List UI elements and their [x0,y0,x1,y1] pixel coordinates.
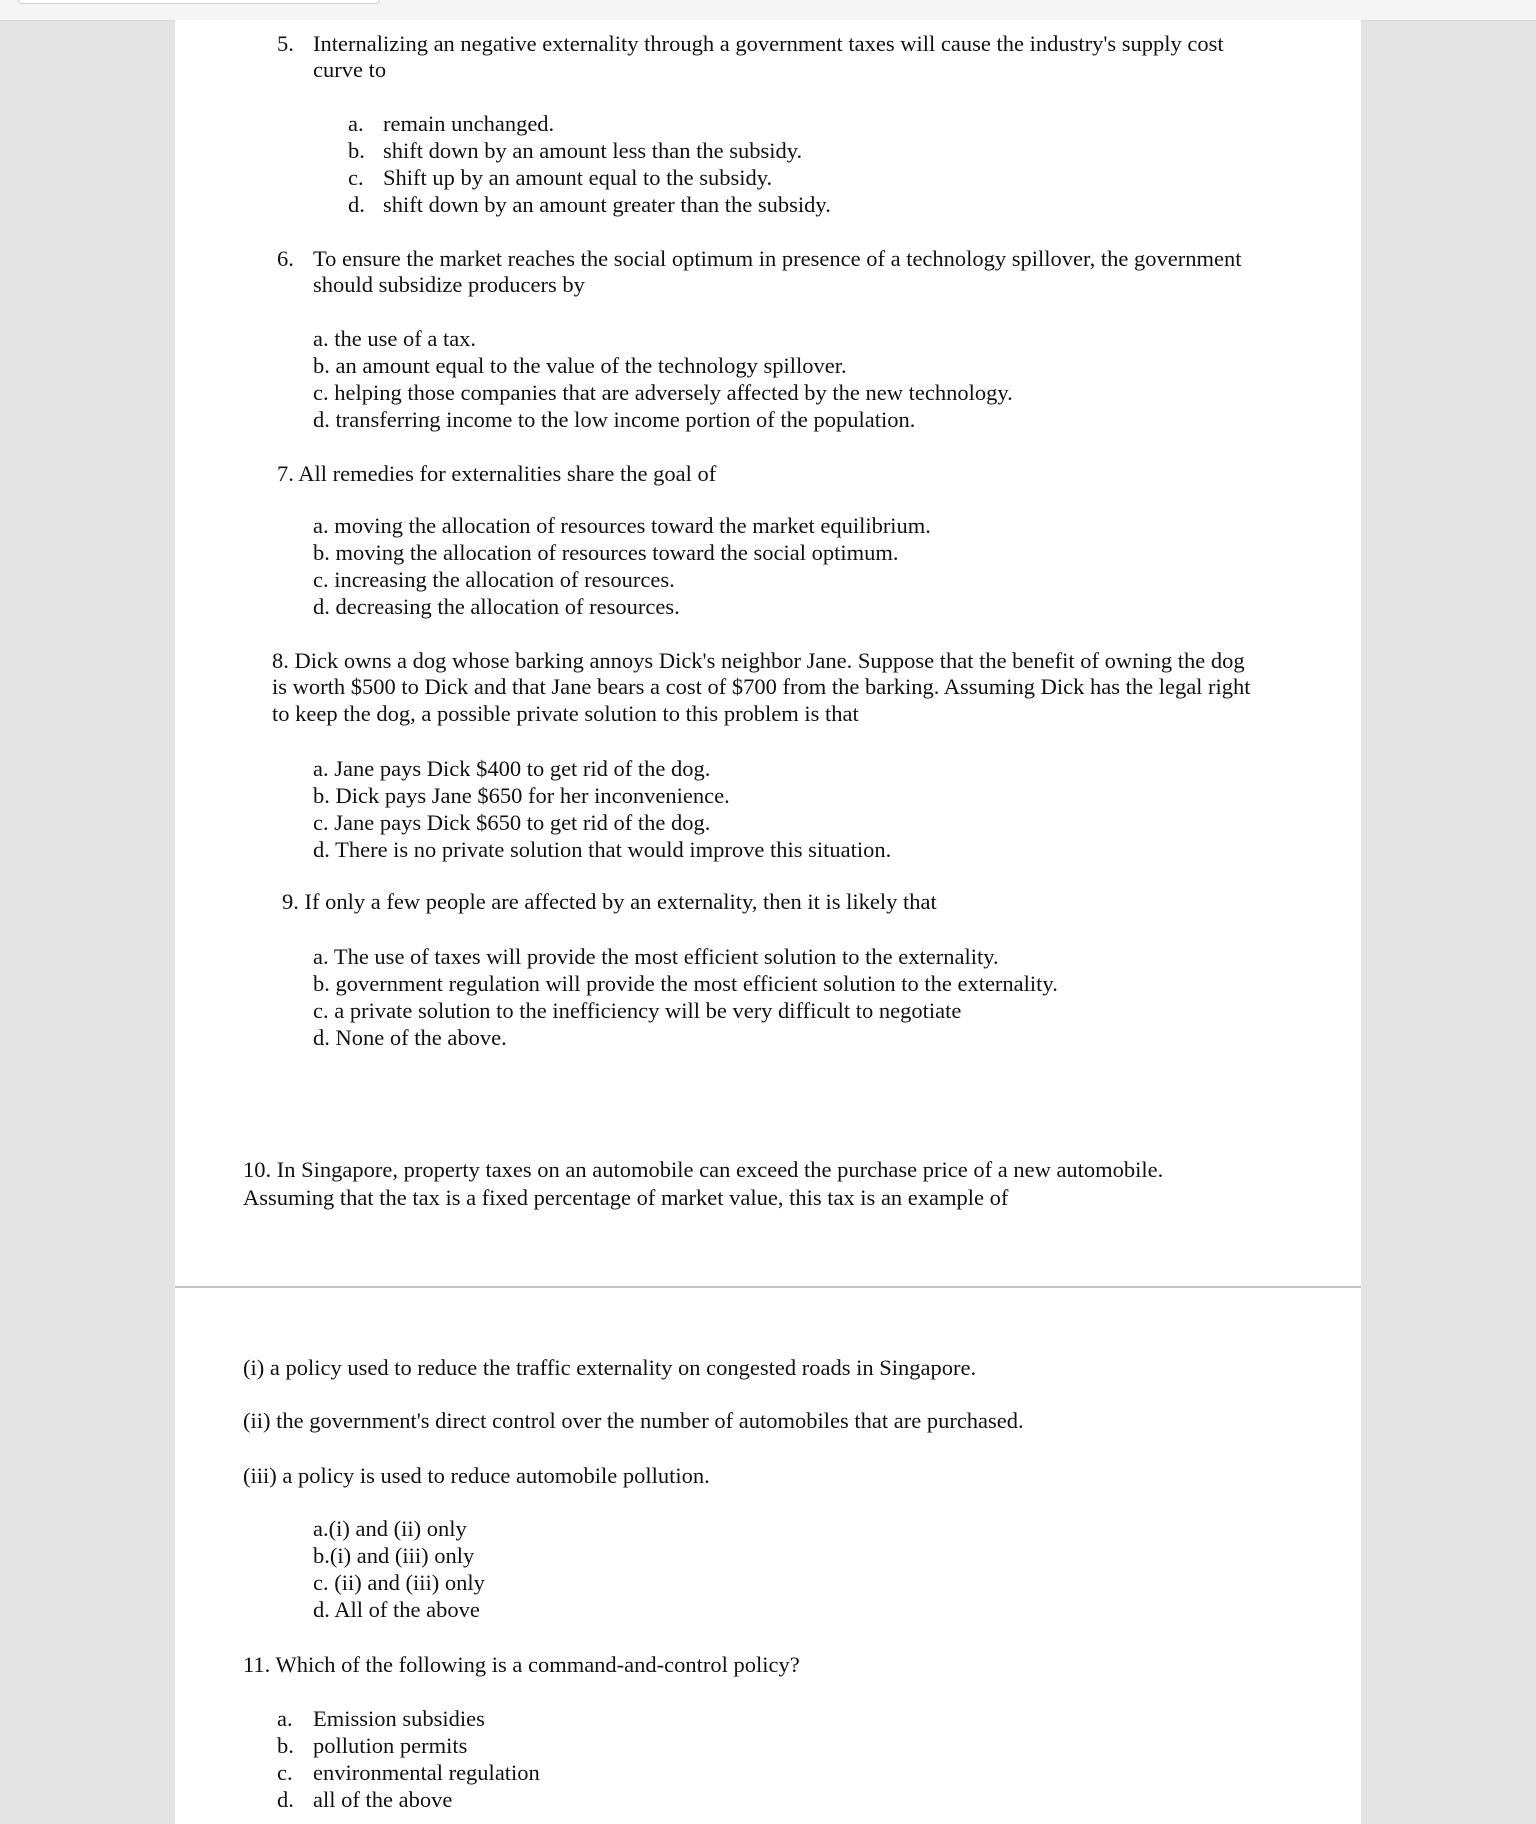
question-8-option-b: b. Dick pays Jane $650 for her inconvenience. [313,783,730,808]
question-5-number: 5. [277,31,294,56]
question-8-option-a: a. Jane pays Dick $400 to get rid of the dog. [313,756,711,781]
question-11-option-d [277,1786,452,1813]
option-label: d. [277,1787,294,1812]
question-8-stem-line-1: 8. Dick owns a dog whose barking annoys Dick's neighbor Jane. Suppose that the benefit of owning the dog [272,648,1245,673]
question-9-option-a: a. The use of taxes will provide the most efficient solution to the externality. [313,944,999,969]
question-11-stem: 11. Which of the following is a command-and-control policy? [243,1652,800,1677]
option-text: pollution permits [313,1733,468,1758]
question-9-stem: 9. If only a few people are affected by an externality, then it is likely that [282,889,937,914]
question-10-option-a: a.(i) and (ii) only [313,1516,467,1541]
question-6-option-b: b. an amount equal to the value of the technology spillover. [313,353,847,378]
option-text: environmental regulation [313,1760,540,1785]
question-9-option-d: d. None of the above. [313,1025,507,1050]
question-9-option-c: c. a private solution to the inefficiency will be very difficult to negotiate [313,998,962,1023]
question-6-number: 6. [277,246,294,271]
question-7-option-b: b. moving the allocation of resources toward the social optimum. [313,540,899,565]
question-5-stem-line-1: Internalizing an negative externality through a government taxes will cause the industry's supply cost [313,31,1224,56]
question-10-option-c: c. (ii) and (iii) only [313,1570,485,1595]
option-text: remain unchanged. [383,111,555,136]
question-6-option-d: d. transferring income to the low income portion of the population. [313,407,916,432]
option-label: a. [277,1706,293,1731]
question-7-option-d: d. decreasing the allocation of resources. [313,594,680,619]
option-label: d. [348,192,365,217]
question-8-stem-line-2: is worth $500 to Dick and that Jane bears a cost of $700 from the barking. Assuming Dick has the legal right [272,674,1251,699]
question-11-option-c [277,1759,540,1786]
question-10-statement-ii: (ii) the government's direct control over the number of automobiles that are purchased. [243,1408,1024,1433]
question-10-option-b: b.(i) and (iii) only [313,1543,475,1568]
option-text: Emission subsidies [313,1706,485,1731]
question-8-option-d: d. There is no private solution that would improve this situation. [313,837,892,862]
question-5-option-c [348,164,772,191]
option-label: b. [348,138,365,163]
question-6-stem-line-2: should subsidize producers by [313,272,585,297]
question-5-option-b [348,137,802,164]
option-text: shift down by an amount greater than the subsidy. [383,192,831,217]
question-10-stem-line-2: Assuming that the tax is a fixed percentage of market value, this tax is an example of [243,1185,1009,1210]
option-text: Shift up by an amount equal to the subsidy. [383,165,773,190]
question-8-option-c: c. Jane pays Dick $650 to get rid of the dog. [313,810,711,835]
question-10-stem-line-1: 10. In Singapore, property taxes on an automobile can exceed the purchase price of a new automobile. [243,1157,1164,1182]
question-10-option-d: d. All of the above [313,1597,480,1622]
question-7-stem: 7. All remedies for externalities share the goal of [277,461,717,486]
viewer-tab[interactable] [18,0,380,4]
question-11-option-a [277,1705,485,1732]
option-label: b. [277,1733,294,1758]
question-10-statement-iii: (iii) a policy is used to reduce automobile pollution. [243,1463,710,1488]
question-5-option-a [348,110,554,137]
question-9-option-b: b. government regulation will provide the most efficient solution to the externality. [313,971,1058,996]
option-label: c. [277,1760,293,1785]
question-5-stem-line-2: curve to [313,57,387,82]
question-5-option-d [348,191,831,218]
option-label: c. [348,165,364,190]
question-6-option-c: c. helping those companies that are adversely affected by the new technology. [313,380,1013,405]
question-7-option-c: c. increasing the allocation of resources. [313,567,675,592]
question-10-statement-i: (i) a policy used to reduce the traffic externality on congested roads in Singapore. [243,1355,977,1380]
option-text: shift down by an amount less than the subsidy. [383,138,803,163]
question-6-stem-line-1: To ensure the market reaches the social optimum in presence of a technology spillover, the government [313,246,1242,271]
question-7-option-a: a. moving the allocation of resources toward the market equilibrium. [313,513,931,538]
viewer-top-bar [0,0,1536,21]
question-11-option-b [277,1732,467,1759]
question-6-option-a: a. the use of a tax. [313,326,477,351]
option-text: all of the above [313,1787,453,1812]
question-8-stem-line-3: to keep the dog, a possible private solution to this problem is that [272,701,859,726]
option-label: a. [348,111,364,136]
